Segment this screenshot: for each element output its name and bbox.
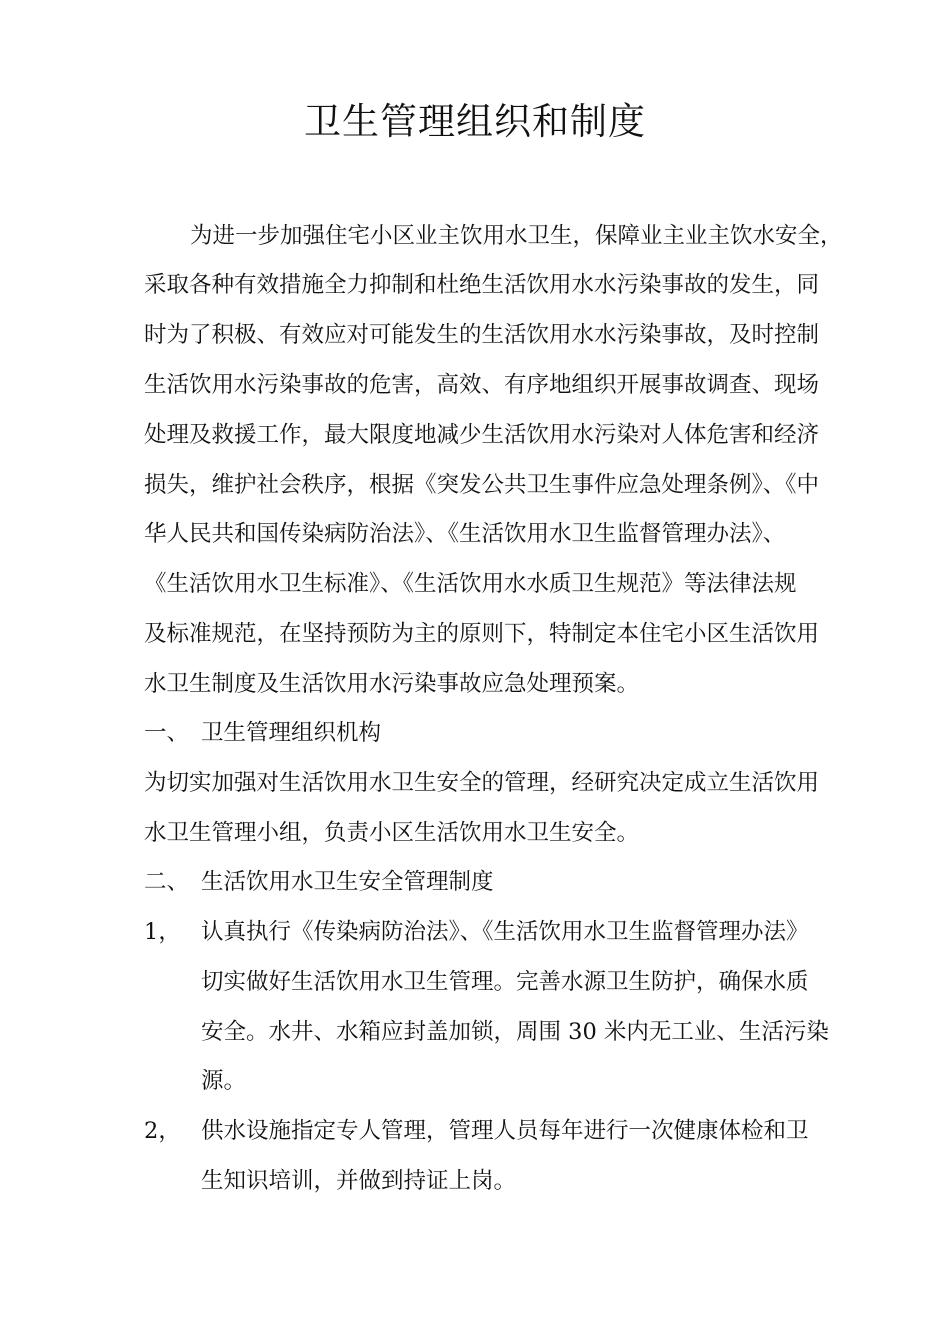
list-item-line: 源。 <box>201 1068 247 1094</box>
intro-line: 采取各种有效措施全力抑制和杜绝生活饮用水水污染事故的发生，同 <box>144 272 820 298</box>
list-item-number: 2， <box>144 1118 181 1144</box>
section-2-number: 二、 <box>144 869 190 895</box>
list-item-line: 供水设施指定专人管理，管理人员每年进行一次健康体检和卫 <box>201 1118 809 1144</box>
intro-line: 华人民共和国传染病防治法》、《生活饮用水卫生监督管理办法》、 <box>144 521 786 547</box>
intro-line: 为进一步加强住宅小区业主饮用水卫生，保障业主业主饮水安全， <box>190 223 843 249</box>
list-item-number: 1， <box>144 919 181 945</box>
section-1-heading: 卫生管理组织机构 <box>201 720 382 746</box>
intro-line: 水卫生制度及生活饮用水污染事故应急处理预案。 <box>144 671 640 697</box>
section-2-heading: 生活饮用水卫生安全管理制度 <box>201 869 494 895</box>
list-item-line: 生知识培训，并做到持证上岗。 <box>201 1168 517 1194</box>
section-1-number: 一、 <box>144 720 190 746</box>
intro-line: 处理及救援工作，最大限度地减少生活饮用水污染对人体危害和经济 <box>144 422 820 448</box>
list-item-line: 认真执行《传染病防治法》、《生活饮用水卫生监督管理办法》 <box>201 919 809 945</box>
list-item-line: 安全。水井、水箱应封盖加锁，周围 30 米内无工业、生活污染 <box>201 1019 829 1045</box>
list-item-line: 切实做好生活饮用水卫生管理。完善水源卫生防护，确保水质 <box>201 969 809 995</box>
section-1-line: 水卫生管理小组，负责小区生活饮用水卫生安全。 <box>144 820 640 846</box>
intro-line: 及标准规范，在坚持预防为主的原则下，特制定本住宅小区生活饮用 <box>144 621 820 647</box>
document-title: 卫生管理组织和制度 <box>304 100 646 143</box>
intro-line: 时为了积极、有效应对可能发生的生活饮用水水污染事故，及时控制 <box>144 322 820 348</box>
intro-line: 《生活饮用水卫生标准》、《生活饮用水水质卫生规范》等法律法规 <box>144 571 797 597</box>
intro-line: 损失，维护社会秩序，根据《突发公共卫生事件应急处理条例》、《中 <box>144 472 820 498</box>
intro-line: 生活饮用水污染事故的危害，高效、有序地组织开展事故调查、现场 <box>144 372 820 398</box>
section-1-line: 为切实加强对生活饮用水卫生安全的管理，经研究决定成立生活饮用 <box>144 770 820 796</box>
